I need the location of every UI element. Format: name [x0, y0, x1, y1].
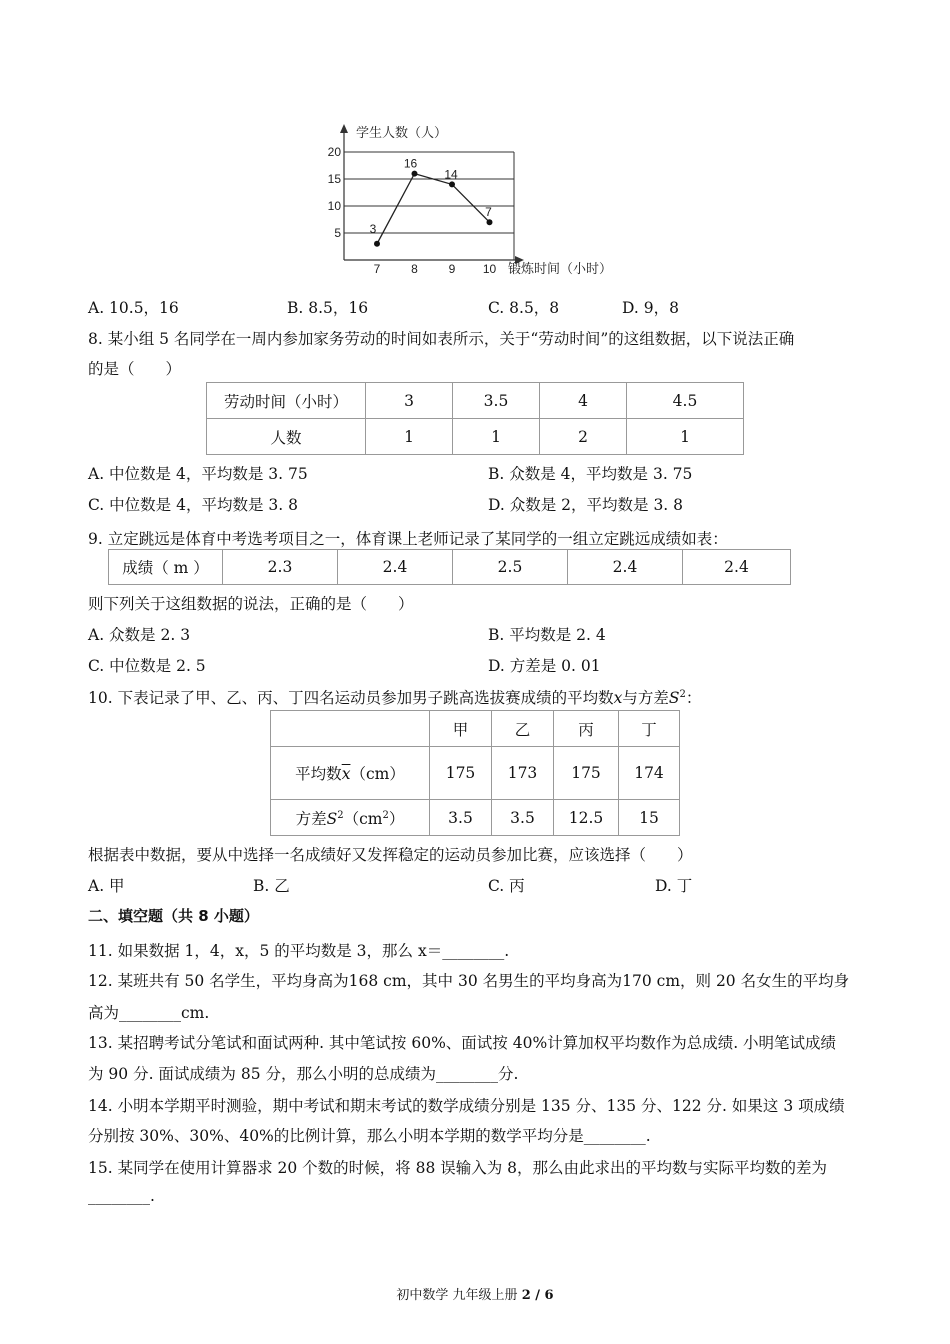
q15-line1: 15. 某同学在使用计算器求 20 个数的时候，将 88 误输入为 8，那么由此求出的平均数与实际平均数的差为 — [88, 1159, 828, 1177]
q10-stem2: 根据表中数据，要从中选择一名成绩好又发挥稳定的运动员参加比赛，应该选择（ ） — [88, 846, 693, 864]
q9-option-a: A. 众数是 2. 3 — [88, 626, 191, 644]
q10-stem-s: S — [668, 689, 680, 707]
q10-cell: 12.5 — [554, 800, 619, 836]
q10-cell: 174 — [619, 747, 680, 800]
q8-cell: 2 — [540, 419, 627, 455]
q8-option-b: B. 众数是 4，平均数是 3. 75 — [488, 465, 693, 483]
data-label: 16 — [403, 156, 418, 171]
q9-cell: 2.3 — [223, 550, 338, 585]
q12-line2: 高为________cm. — [88, 1004, 210, 1022]
q9-option-d: D. 方差是 0. 01 — [488, 657, 601, 675]
q9-stem2: 则下列关于这组数据的说法，正确的是（ ） — [88, 595, 414, 613]
q10-label-text: （cm — [343, 809, 383, 828]
q10-option-c: C. 丙 — [488, 877, 525, 895]
q8-option-a: A. 中位数是 4，平均数是 3. 75 — [88, 465, 308, 483]
q14-line1: 14. 小明本学期平时测验，期中考试和期末考试的数学成绩分别是 135 分、135 分、122 分. 如果这 3 项成绩 — [88, 1097, 845, 1115]
q9-option-c: C. 中位数是 2. 5 — [88, 657, 206, 675]
q10-stem — [88, 686, 701, 708]
q7-option-d: D. 9，8 — [622, 299, 679, 317]
q8-cell: 1 — [366, 419, 453, 455]
section2-title: 二、填空题（共 8 小题） — [88, 907, 259, 925]
q8-stem-line2: 的是（ ） — [88, 360, 182, 378]
q10-header: 丁 — [619, 711, 680, 747]
q10-stem-sup: 2 — [679, 688, 686, 700]
q8-cell: 4.5 — [627, 383, 744, 419]
q8-cell: 3 — [366, 383, 453, 419]
data-point — [449, 181, 455, 187]
x-tick-label: 9 — [448, 262, 456, 276]
x-axis-label: 锻炼时间（小时） — [508, 261, 613, 276]
y-tick-label: 15 — [327, 172, 341, 186]
q10-header: 丙 — [554, 711, 619, 747]
q10-stem-text: 与方差 — [622, 689, 669, 707]
q13-line2: 为 90 分. 面试成绩为 85 分，那么小明的总成绩为________分. — [88, 1065, 519, 1083]
q8-option-d: D. 众数是 2，平均数是 3. 8 — [488, 496, 684, 514]
x-tick-label: 10 — [482, 262, 497, 276]
q14-line2: 分别按 30%、30%、40%的比例计算，那么小明本学期的数学平均分是________. — [88, 1127, 651, 1145]
data-label: 14 — [444, 167, 458, 182]
data-label: 7 — [485, 205, 492, 220]
page-footer — [0, 1284, 950, 1303]
footer-page: 2 / 6 — [521, 1288, 554, 1303]
q7-option-b: B. 8.5，16 — [287, 299, 369, 317]
q10-row2-label — [271, 800, 430, 836]
q10-cell: 3.5 — [492, 800, 554, 836]
q10-stem-x: x — [613, 689, 623, 707]
q11-text: 11. 如果数据 1，4，x，5 的平均数是 3，那么 x＝________. — [88, 942, 510, 960]
q10-option-b: B. 乙 — [253, 877, 290, 895]
q9-cell: 2.4 — [338, 550, 453, 585]
q10-row1-label — [271, 747, 430, 800]
q12-line1: 12. 某班共有 50 名学生，平均身高为168 cm，其中 30 名男生的平均身高为170 cm，则 20 名女生的平均身 — [88, 972, 850, 990]
y-tick-label: 5 — [334, 226, 341, 240]
x-tick-label: 7 — [373, 262, 381, 276]
q8-cell: 3.5 — [453, 383, 540, 419]
q10-cell: 15 — [619, 800, 680, 836]
q8-stem-line1: 8. 某小组 5 名同学在一周内参加家务劳动的时间如表所示，关于“劳动时间”的这组数据，以下说法正确 — [88, 330, 795, 348]
q7-option-c: C. 8.5，8 — [488, 299, 560, 317]
y-tick-label: 20 — [327, 145, 341, 159]
data-label: 3 — [369, 221, 377, 236]
q8-cell: 1 — [627, 419, 744, 455]
q13-line1: 13. 某招聘考试分笔试和面试两种. 其中笔试按 60%、面试按 40%计算加权平均数作为总成绩. 小明笔试成绩 — [88, 1034, 837, 1052]
q10-label-sup: 2 — [337, 809, 344, 821]
q10-cell: 173 — [492, 747, 554, 800]
q10-label-text: ） — [388, 809, 405, 828]
q8-cell: 劳动时间（小时） — [207, 383, 366, 419]
y-axis-arrow — [340, 124, 348, 133]
data-point — [374, 241, 380, 247]
q10-stem-text: 10. 下表记录了甲、乙、丙、丁四名运动员参加男子跳高选拔赛成绩的平均数 — [88, 689, 614, 707]
data-point — [412, 171, 418, 177]
x-tick-label: 8 — [411, 262, 418, 276]
q8-cell: 人数 — [207, 419, 366, 455]
line-chart — [320, 120, 630, 285]
q9-table — [108, 549, 791, 585]
y-tick-label: 10 — [327, 199, 341, 213]
q15-line2: ________. — [88, 1187, 155, 1205]
footer-subject: 初中数学 九年级上册 — [396, 1288, 522, 1303]
q10-label-sup: 2 — [382, 809, 389, 821]
q10-header: 甲 — [430, 711, 492, 747]
q8-cell: 4 — [540, 383, 627, 419]
q10-label-text: （cm） — [350, 765, 405, 783]
q9-cell: 2.4 — [568, 550, 683, 585]
q10-cell: 3.5 — [430, 800, 492, 836]
q10-table — [270, 710, 680, 836]
y-axis-label: 学生人数（人） — [356, 125, 448, 140]
q8-table — [206, 382, 744, 455]
q8-cell: 1 — [453, 419, 540, 455]
q9-stem: 9. 立定跳远是体育中考选考项目之一，体育课上老师记录了某同学的一组立定跳远成绩如表： — [88, 530, 728, 548]
q10-header: 乙 — [492, 711, 554, 747]
q10-option-d: D. 丁 — [655, 877, 693, 895]
q10-label-text: 方差 — [295, 809, 327, 828]
q8-option-c: C. 中位数是 4，平均数是 3. 8 — [88, 496, 298, 514]
q10-label-xbar: $\overline{x}$ — [341, 765, 351, 783]
q10-stem-text: ： — [685, 689, 702, 707]
q10-label-text: 平均数 — [295, 765, 342, 783]
q10-cell: 175 — [430, 747, 492, 800]
q9-cell: 2.4 — [683, 550, 791, 585]
q9-option-b: B. 平均数是 2. 4 — [488, 626, 606, 644]
q10-label-s: S — [326, 809, 338, 828]
q10-cell-empty — [271, 711, 430, 747]
data-point — [487, 219, 493, 225]
q9-cell: 2.5 — [453, 550, 568, 585]
q7-option-a: A. 10.5，16 — [88, 299, 179, 317]
q9-cell: 成绩（ m ） — [109, 550, 223, 585]
q10-cell: 175 — [554, 747, 619, 800]
q10-option-a: A. 甲 — [88, 877, 125, 895]
